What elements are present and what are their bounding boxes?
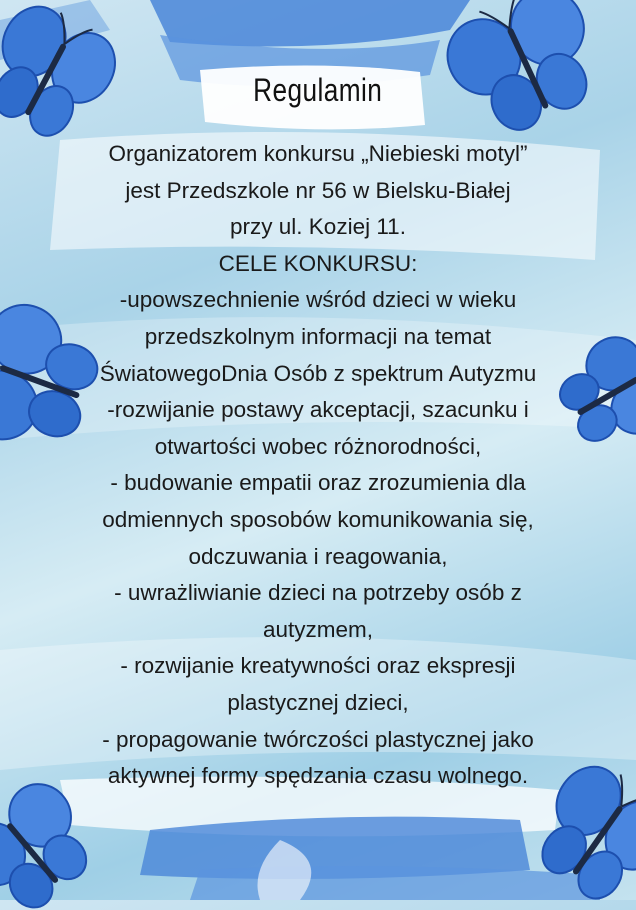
text-line: przedszkolnym informacji na temat — [144, 323, 492, 349]
title-banner — [0, 72, 636, 109]
text-line: - rozwijanie kreatywności oraz ekspresji — [120, 653, 516, 679]
text-line: -upowszechnienie wśród dzieci w wieku — [119, 287, 517, 313]
text-line: jest Przedszkole nr 56 w Bielsku-Białej — [125, 177, 511, 203]
text-line: przy ul. Koziej 11. — [230, 214, 406, 240]
text-line: autyzmem, — [262, 616, 374, 642]
text-line: -rozwijanie postawy akceptacji, szacunku i — [107, 397, 529, 423]
text-line: aktywnej formy spędzania czasu wolnego. — [107, 763, 529, 789]
text-line: ŚwiatowegoDnia Osób z spektrum Autyzmu — [99, 360, 537, 386]
text-line: - budowanie empatii oraz zrozumienia dla — [110, 470, 526, 496]
blue-butterfly-icon — [450, 0, 600, 130]
text-line: plastycznej dzieci, — [227, 689, 409, 715]
text-line: - uwrażliwianie dzieci na potrzeby osób z — [114, 580, 522, 606]
page-title: Regulamin — [253, 72, 383, 108]
blue-butterfly-icon — [0, 790, 95, 910]
text-line: odmiennych sposobów komunikowania się, — [102, 506, 534, 532]
text-line: otwartości wobec różnorodności, — [154, 433, 482, 459]
text-line: Organizatorem konkursu „Niebieski motyl” — [108, 141, 528, 166]
regulations-text — [40, 136, 596, 795]
text-line: odczuwania i reagowania, — [188, 543, 448, 569]
section-heading: CELE KONKURSU: — [218, 250, 418, 276]
text-line: - propagowanie twórczości plastycznej jako — [102, 726, 534, 752]
